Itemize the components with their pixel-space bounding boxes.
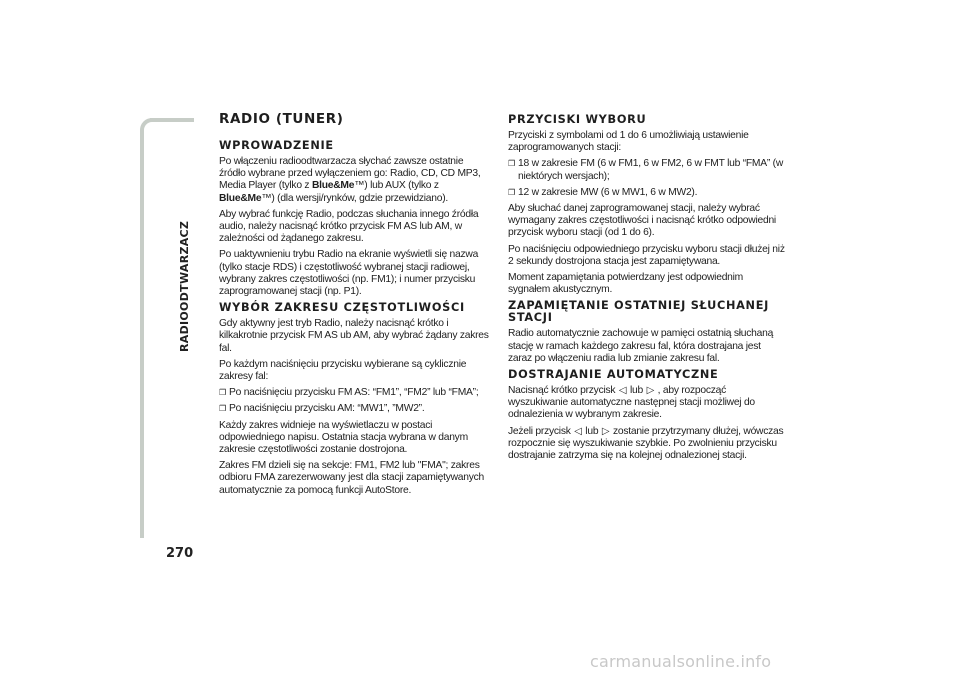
paragraph: Radio automatycznie zachowuje w pamięci ostatnią słuchaną stację w ramach każdego zakresu fal, która dostrajana jest zaraz po włączeniu radia lub zmianie zakresu fal.	[508, 328, 774, 364]
bullet-icon: ❒	[219, 388, 226, 398]
paragraph: Jeżeli przycisk ◁ lub ▷ zostanie przytrzymany dłużej, wówczas rozpocznie się wyszukiwanie szybkie. Po zwolnieniu przycisku dostrajanie zatrzyma się na kolejnej odnalezionej stacji.	[508, 425, 784, 462]
section-heading-introduction: WPROWADZENIE	[219, 139, 334, 152]
paragraph: Przyciski z symbolami od 1 do 6 umożliwiają ustawienie zaprogramowanych stacji:	[508, 130, 749, 154]
seek-down-icon: ◁	[574, 425, 582, 437]
paragraph: Aby wybrać funkcję Radio, podczas słuchania innego źródła audio, należy nacisnąć krótko przycisk FM AS lub AM, w zależności od żądanego zakresu.	[219, 208, 479, 245]
page-number: 270	[166, 546, 194, 561]
right-column	[508, 112, 786, 466]
seek-up-icon: ▷	[601, 425, 610, 437]
page-title: RADIO (TUNER)	[219, 111, 344, 127]
margin-rule	[140, 118, 152, 538]
bullet-icon: ❒	[508, 159, 515, 169]
paragraph: Nacisnąć krótko przycisk ◁ lub ▷ , aby rozpocząć wyszukiwanie automatyczne następnej stacji możliwej do odnalezienia w wybranym zakresie.	[508, 385, 755, 421]
paragraph: Po naciśnięciu odpowiedniego przycisku wyboru stacji dłużej niż 2 sekundy dostrojona stacja jest zapamiętywana.	[508, 243, 785, 267]
bullet-item: ❒ Po naciśnięciu przycisku FM AS: “FM1”, “FM2” lub “FMA”;	[219, 387, 479, 399]
bullet-item: ❒ 18 w zakresie FM (6 w FM1, 6 w FM2, 6 w FMT lub “FMA” (w niektórych wersjach);	[508, 158, 784, 182]
paragraph: Po włączeniu radioodtwarzacza słychać zawsze ostatnie źródło wybrane przed wyłączeniem go: Radio, CD, CD MP3, Media Player (tylko z Blue&Me™) lub AUX (tylko z Blue&Me™) (dla wersji/rynków, gdzie przewidziano).	[219, 156, 481, 204]
paragraph: Gdy aktywny jest tryb Radio, należy nacisnąć krótko i kilkakrotnie przycisk FM AS ub AM, aby wybrać żądany zakres fal.	[219, 318, 489, 354]
paragraph: Po uaktywnieniu trybu Radio na ekranie wyświetli się nazwa (tylko stacje RDS) i częstotliwość wybranej stacji radiowej, wybrany zakres częstotliwości (np. FM1); i numer przycisku zaprogramowanej stacji (np. P1).	[219, 249, 479, 298]
left-column	[219, 112, 491, 501]
section-heading-preset-buttons: PRZYCISKI WYBORU	[508, 113, 647, 126]
bullet-item: ❒ 12 w zakresie MW (6 w MW1, 6 w MW2).	[508, 186, 698, 198]
margin-rule-top	[150, 118, 194, 122]
section-heading-auto-tuning: DOSTRAJANIE AUTOMATYCZNE	[508, 368, 719, 382]
bullet-icon: ❒	[219, 404, 226, 414]
paragraph: Moment zapamiętania potwierdzany jest odpowiednim sygnałem akustycznym.	[508, 272, 744, 296]
seek-up-icon: ▷	[646, 385, 655, 397]
bullet-item: ❒ Po naciśnięciu przycisku AM: “MW1”, ”MW2”.	[219, 403, 425, 415]
section-heading-band-selection: WYBÓR ZAKRESU CZĘSTOTLIWOŚCI	[219, 301, 465, 315]
paragraph: Po każdym naciśnięciu przycisku wybierane są cyklicznie zakresy fal:	[219, 358, 467, 383]
bullet-icon: ❒	[508, 187, 515, 197]
paragraph: Aby słuchać danej zaprogramowanej stacji, należy wybrać wymagany zakres częstotliwości i nacisnąć krótko odpowiedni przycisk wyboru stacji (od 1 do 6).	[508, 203, 776, 239]
watermark: carmanualsonline.info	[590, 652, 772, 671]
chapter-label: RADIOODTWARZACZ	[178, 220, 191, 352]
paragraph: Zakres FM dzieli się na sekcje: FM1, FM2 lub "FMA"; zakres odbioru FMA zarezerwowany jest dla stacji zapamiętywanych automatycznie za pomocą funkcji AutoStore.	[219, 460, 485, 496]
section-heading-last-station-memory: ZAPAMIĘTANIE OSTATNIEJ SŁUCHANEJ STACJI	[508, 299, 770, 325]
paragraph: Każdy zakres widnieje na wyświetlaczu w postaci odpowiedniego napisu. Ostatnia stacja wybrana w danym zakresie częstotliwości zostanie dostrojona.	[219, 419, 468, 456]
seek-down-icon: ◁	[618, 385, 627, 397]
